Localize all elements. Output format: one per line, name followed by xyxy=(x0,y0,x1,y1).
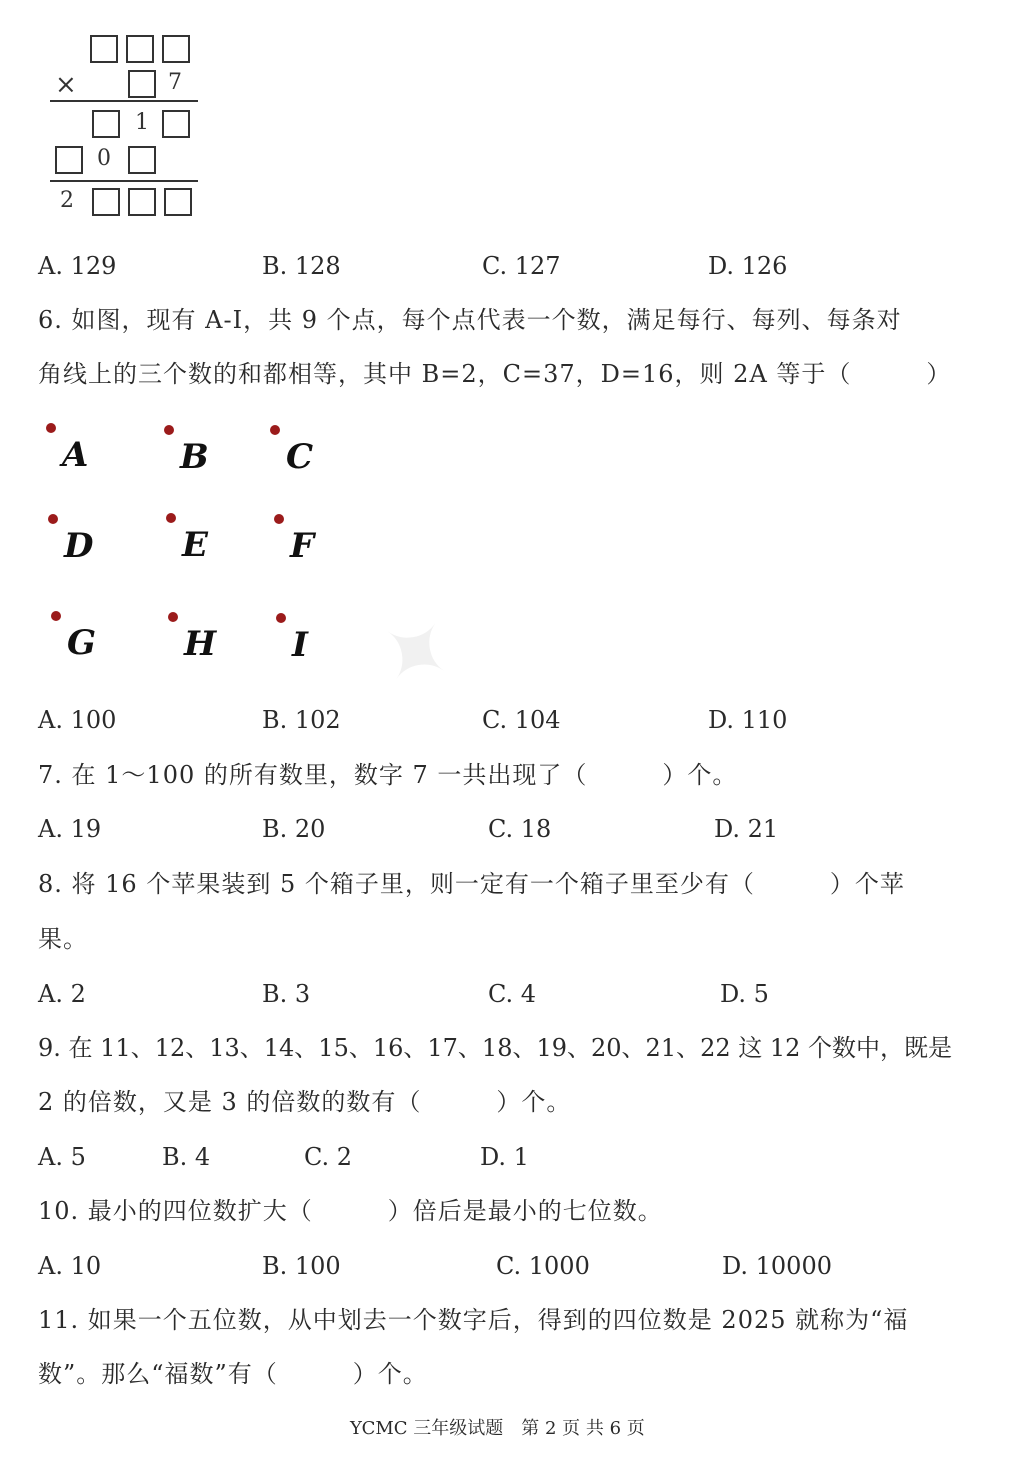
q10-option-b: B. 100 xyxy=(262,1252,341,1280)
point-dot xyxy=(168,612,178,622)
digit-box xyxy=(126,35,154,63)
q8-line1: 8. 将 16 个苹果装到 5 个箱子里，则一定有一个箱子里至少有（ ）个苹 xyxy=(38,870,905,898)
q7-line1: 7. 在 1～100 的所有数里，数字 7 一共出现了（ ）个。 xyxy=(38,761,738,789)
q8-option-c: C. 4 xyxy=(488,980,537,1008)
q10-option-c: C. 1000 xyxy=(496,1252,590,1280)
q8-option-d: D. 5 xyxy=(720,980,769,1008)
rule-line xyxy=(50,100,198,102)
digit-box xyxy=(92,110,120,138)
q11-line1: 11. 如果一个五位数，从中划去一个数字后，得到的四位数是 2025 就称为“福 xyxy=(38,1306,909,1334)
digit-box xyxy=(128,188,156,216)
q6-option-d: D. 110 xyxy=(708,706,788,734)
q10-option-d: D. 10000 xyxy=(722,1252,832,1280)
page-footer: YCMC 三年级试题 第 2 页 共 6 页 xyxy=(350,1418,645,1439)
point-label-e: E xyxy=(182,525,208,565)
q9-option-c: C. 2 xyxy=(304,1143,353,1171)
digit-box xyxy=(128,70,156,98)
digit-one: 1 xyxy=(135,110,149,135)
point-label-b: B xyxy=(180,437,209,477)
q9-option-d: D. 1 xyxy=(480,1143,529,1171)
q9-option-a: A. 5 xyxy=(38,1143,86,1171)
digit-box xyxy=(55,146,83,174)
q6-line2: 角线上的三个数的和都相等，其中 B=2，C=37，D=16，则 2A 等于（ ） xyxy=(38,360,952,388)
times-sign: × xyxy=(55,70,77,100)
q10-option-a: A. 10 xyxy=(38,1252,102,1280)
q7-option-c: C. 18 xyxy=(488,815,552,843)
q8-option-a: A. 2 xyxy=(38,980,86,1008)
point-dot xyxy=(270,425,280,435)
point-label-i: I xyxy=(292,625,308,665)
q5-option-a: A. 129 xyxy=(38,252,117,280)
point-dot xyxy=(276,613,286,623)
q6-option-c: C. 104 xyxy=(482,706,561,734)
watermark: ✦ xyxy=(353,591,483,714)
q8-line2: 果。 xyxy=(38,925,88,953)
digit-box xyxy=(90,35,118,63)
digit-seven: 7 xyxy=(168,70,182,95)
q10-line1: 10. 最小的四位数扩大（ ）倍后是最小的七位数。 xyxy=(38,1197,663,1225)
q7-option-a: A. 19 xyxy=(38,815,102,843)
point-label-h: H xyxy=(184,624,217,664)
q5-option-b: B. 128 xyxy=(262,252,341,280)
digit-box xyxy=(164,188,192,216)
rule-line xyxy=(50,180,198,182)
point-dot xyxy=(51,611,61,621)
point-dot xyxy=(46,423,56,433)
digit-two: 2 xyxy=(60,188,74,213)
q9-option-b: B. 4 xyxy=(162,1143,211,1171)
q8-option-b: B. 3 xyxy=(262,980,311,1008)
q9-line1: 9. 在 11、12、13、14、15、16、17、18、19、20、21、22 这 12 个数中，既是 xyxy=(38,1034,953,1062)
point-label-a: A xyxy=(62,435,89,475)
q7-option-d: D. 21 xyxy=(714,815,779,843)
point-dot xyxy=(274,514,284,524)
q5-option-c: C. 127 xyxy=(482,252,561,280)
q7-option-b: B. 20 xyxy=(262,815,326,843)
q11-line2: 数”。那么“福数”有（ ）个。 xyxy=(38,1360,428,1388)
digit-box xyxy=(92,188,120,216)
point-dot xyxy=(166,513,176,523)
point-dot xyxy=(164,425,174,435)
digit-zero: 0 xyxy=(97,146,111,171)
q6-option-a: A. 100 xyxy=(38,706,117,734)
point-label-g: G xyxy=(67,623,97,663)
point-dot xyxy=(48,514,58,524)
q9-line2: 2 的倍数，又是 3 的倍数的数有（ ）个。 xyxy=(38,1088,572,1116)
point-label-f: F xyxy=(290,526,315,566)
q6-line1: 6. 如图，现有 A-I，共 9 个点，每个点代表一个数，满足每行、每列、每条对 xyxy=(38,306,902,334)
point-label-d: D xyxy=(64,526,94,566)
q5-option-d: D. 126 xyxy=(708,252,788,280)
digit-box xyxy=(162,35,190,63)
digit-box xyxy=(128,146,156,174)
digit-box xyxy=(162,110,190,138)
q6-option-b: B. 102 xyxy=(262,706,341,734)
point-label-c: C xyxy=(286,437,314,477)
